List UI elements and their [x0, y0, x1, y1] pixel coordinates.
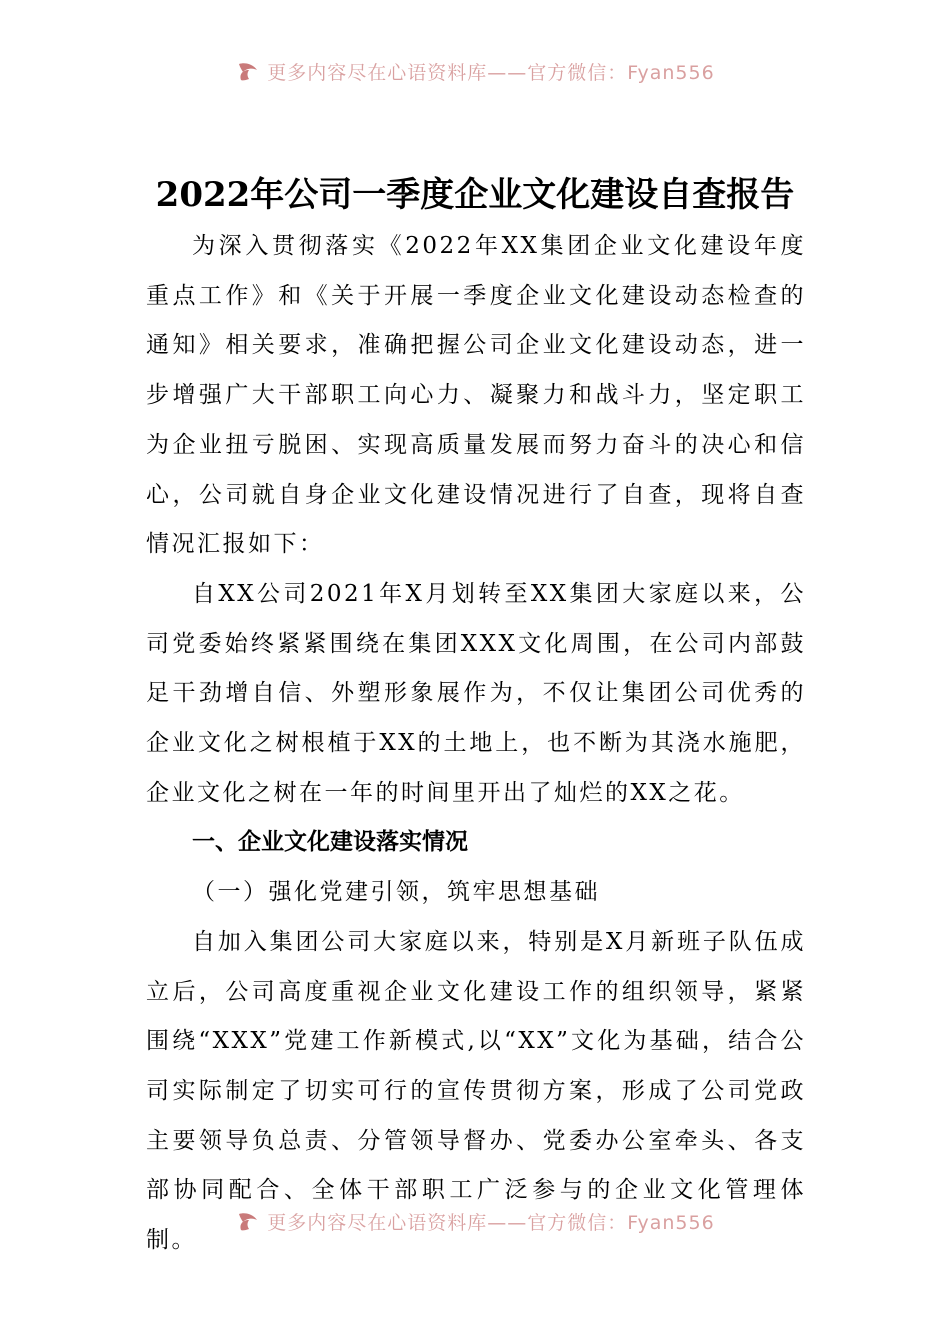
page-title: 2022年公司一季度企业文化建设自查报告 — [155, 175, 795, 215]
logo-icon — [235, 60, 261, 82]
logo-icon — [235, 1210, 261, 1232]
header-watermark-text: 更多内容尽在心语资料库——官方微信：Fyan556 — [267, 61, 715, 84]
footer-watermark-text: 更多内容尽在心语资料库——官方微信：Fyan556 — [267, 1211, 715, 1234]
document-body — [146, 222, 806, 1266]
subsection-heading-1: （一）强化党建引领，筑牢思想基础 — [192, 879, 600, 906]
subsection-paragraph-1: 自加入集团公司大家庭以来，特别是X月新班子队伍成立后，公司高度重视企业文化建设工作的组织领导，紧紧围绕“XXX”党建工作新模式,以“XX”文化为基础，结合公司实际制定了切实可行的宣传贯彻方案，形成了公司党政主要领导负总责、分管领导督办、党委办公室牵头、各支部协同配合、全体干部职工广泛参与的企业文化管理体制。 — [146, 928, 806, 1254]
section-heading-1: 一、企业文化建设落实情况 — [192, 829, 468, 856]
background-paragraph: 自XX公司2021年X月划转至XX集团大家庭以来，公司党委始终紧紧围绕在集团XXX文化周围，在公司内部鼓足干劲增自信、外塑形象展作为，不仅让集团公司优秀的企业文化之树根植于XX的土地上，也不断为其浇水施肥，企业文化之树在一年的时间里开出了灿烂的XX之花。 — [146, 580, 806, 806]
header-watermark — [0, 56, 950, 86]
intro-paragraph: 为深入贯彻落实《2022年XX集团企业文化建设年度重点工作》和《关于开展一季度企业文化建设动态检查的通知》相关要求，准确把握公司企业文化建设动态，进一步增强广大干部职工向心力、凝聚力和战斗力，坚定职工为企业扭亏脱困、实现高质量发展而努力奋斗的决心和信心，公司就自身企业文化建设情况进行了自查，现将自查情况汇报如下： — [146, 233, 806, 558]
footer-watermark — [0, 1206, 950, 1236]
